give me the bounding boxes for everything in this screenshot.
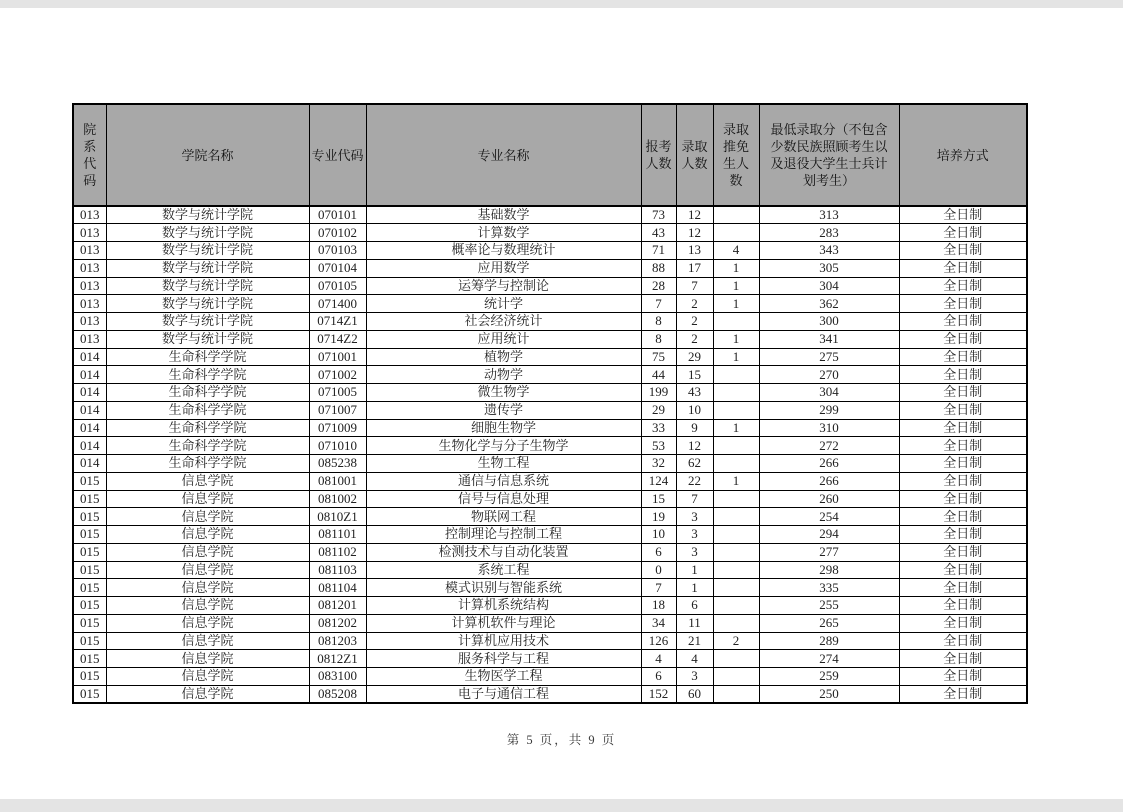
cell-applicants: 8 (641, 330, 676, 348)
cell-major: 生物化学与分子生物学 (366, 437, 641, 455)
table-row (73, 259, 1027, 277)
cell-min-score: 335 (759, 579, 899, 597)
table-row (73, 242, 1027, 260)
cell-college: 数学与统计学院 (106, 277, 309, 295)
cell-exempt: 1 (713, 419, 759, 437)
cell-college: 生命科学学院 (106, 384, 309, 402)
column-header-mode: 培养方式 (899, 104, 1027, 206)
table-row (73, 508, 1027, 526)
cell-major: 系统工程 (366, 561, 641, 579)
cell-major: 遗传学 (366, 401, 641, 419)
cell-min-score: 300 (759, 313, 899, 331)
cell-mode: 全日制 (899, 348, 1027, 366)
cell-major-code: 0714Z2 (309, 330, 366, 348)
viewer-top-margin (0, 0, 1123, 8)
cell-exempt (713, 597, 759, 615)
cell-dept-code: 015 (73, 614, 106, 632)
cell-mode: 全日制 (899, 614, 1027, 632)
cell-dept-code: 015 (73, 685, 106, 703)
cell-dept-code: 015 (73, 561, 106, 579)
cell-min-score: 250 (759, 685, 899, 703)
cell-mode: 全日制 (899, 668, 1027, 686)
cell-admitted: 1 (676, 561, 713, 579)
cell-exempt (713, 455, 759, 473)
cell-mode: 全日制 (899, 224, 1027, 242)
cell-min-score: 266 (759, 472, 899, 490)
cell-applicants: 88 (641, 259, 676, 277)
cell-admitted: 11 (676, 614, 713, 632)
cell-major-code: 071002 (309, 366, 366, 384)
cell-major: 计算机系统结构 (366, 597, 641, 615)
cell-applicants: 0 (641, 561, 676, 579)
cell-admitted: 21 (676, 632, 713, 650)
cell-college: 生命科学学院 (106, 437, 309, 455)
table-row (73, 277, 1027, 295)
cell-exempt (713, 366, 759, 384)
cell-dept-code: 015 (73, 597, 106, 615)
cell-applicants: 6 (641, 668, 676, 686)
cell-major: 检测技术与自动化装置 (366, 543, 641, 561)
cell-admitted: 2 (676, 313, 713, 331)
cell-major-code: 081103 (309, 561, 366, 579)
cell-major-code: 070105 (309, 277, 366, 295)
cell-exempt (713, 543, 759, 561)
table-row (73, 597, 1027, 615)
cell-admitted: 17 (676, 259, 713, 277)
cell-admitted: 12 (676, 437, 713, 455)
cell-admitted: 12 (676, 224, 713, 242)
cell-exempt (713, 313, 759, 331)
cell-exempt (713, 614, 759, 632)
cell-dept-code: 013 (73, 242, 106, 260)
cell-min-score: 283 (759, 224, 899, 242)
cell-admitted: 12 (676, 206, 713, 224)
cell-dept-code: 014 (73, 419, 106, 437)
table-row (73, 366, 1027, 384)
cell-admitted: 15 (676, 366, 713, 384)
cell-min-score: 270 (759, 366, 899, 384)
cell-exempt: 1 (713, 259, 759, 277)
cell-min-score: 289 (759, 632, 899, 650)
cell-applicants: 152 (641, 685, 676, 703)
table-row (73, 384, 1027, 402)
cell-major: 社会经济统计 (366, 313, 641, 331)
cell-admitted: 13 (676, 242, 713, 260)
cell-college: 数学与统计学院 (106, 206, 309, 224)
viewer-bottom-margin (0, 799, 1123, 812)
table-row (73, 650, 1027, 668)
cell-mode: 全日制 (899, 579, 1027, 597)
cell-mode: 全日制 (899, 259, 1027, 277)
cell-applicants: 7 (641, 579, 676, 597)
cell-major: 计算机软件与理论 (366, 614, 641, 632)
table-row (73, 401, 1027, 419)
cell-admitted: 9 (676, 419, 713, 437)
cell-min-score: 259 (759, 668, 899, 686)
cell-admitted: 10 (676, 401, 713, 419)
cell-exempt (713, 668, 759, 686)
cell-dept-code: 015 (73, 526, 106, 544)
cell-major: 生物医学工程 (366, 668, 641, 686)
cell-exempt: 1 (713, 295, 759, 313)
cell-mode: 全日制 (899, 455, 1027, 473)
cell-dept-code: 015 (73, 632, 106, 650)
cell-exempt (713, 384, 759, 402)
cell-admitted: 4 (676, 650, 713, 668)
cell-mode: 全日制 (899, 437, 1027, 455)
cell-min-score: 305 (759, 259, 899, 277)
cell-college: 数学与统计学院 (106, 295, 309, 313)
cell-min-score: 299 (759, 401, 899, 419)
cell-admitted: 62 (676, 455, 713, 473)
cell-major-code: 071001 (309, 348, 366, 366)
cell-admitted: 60 (676, 685, 713, 703)
table-row (73, 224, 1027, 242)
cell-mode: 全日制 (899, 543, 1027, 561)
table-row (73, 632, 1027, 650)
cell-college: 数学与统计学院 (106, 242, 309, 260)
cell-dept-code: 014 (73, 437, 106, 455)
cell-major-code: 0810Z1 (309, 508, 366, 526)
cell-major-code: 081104 (309, 579, 366, 597)
cell-mode: 全日制 (899, 490, 1027, 508)
cell-major-code: 0812Z1 (309, 650, 366, 668)
cell-min-score: 255 (759, 597, 899, 615)
cell-applicants: 73 (641, 206, 676, 224)
cell-admitted: 2 (676, 295, 713, 313)
cell-min-score: 341 (759, 330, 899, 348)
cell-mode: 全日制 (899, 597, 1027, 615)
cell-major-code: 083100 (309, 668, 366, 686)
table-body (73, 206, 1027, 703)
cell-min-score: 266 (759, 455, 899, 473)
cell-exempt (713, 561, 759, 579)
cell-major: 计算机应用技术 (366, 632, 641, 650)
cell-major: 基础数学 (366, 206, 641, 224)
cell-college: 信息学院 (106, 508, 309, 526)
cell-mode: 全日制 (899, 650, 1027, 668)
admissions-table (72, 103, 1028, 704)
page-number: 第 5 页，共 9 页 (506, 733, 617, 747)
column-header-major: 专业名称 (366, 104, 641, 206)
cell-mode: 全日制 (899, 295, 1027, 313)
table-row (73, 685, 1027, 703)
cell-dept-code: 014 (73, 455, 106, 473)
column-header-admitted: 录取人数 (676, 104, 713, 206)
cell-exempt: 2 (713, 632, 759, 650)
cell-mode: 全日制 (899, 384, 1027, 402)
cell-min-score: 313 (759, 206, 899, 224)
table-row (73, 490, 1027, 508)
cell-dept-code: 015 (73, 650, 106, 668)
cell-major: 物联网工程 (366, 508, 641, 526)
cell-mode: 全日制 (899, 330, 1027, 348)
cell-exempt (713, 526, 759, 544)
column-header-college: 学院名称 (106, 104, 309, 206)
cell-exempt (713, 650, 759, 668)
cell-admitted: 22 (676, 472, 713, 490)
cell-applicants: 29 (641, 401, 676, 419)
cell-major-code: 085238 (309, 455, 366, 473)
cell-mode: 全日制 (899, 472, 1027, 490)
cell-mode: 全日制 (899, 206, 1027, 224)
cell-mode: 全日制 (899, 366, 1027, 384)
table-row (73, 419, 1027, 437)
table-row (73, 313, 1027, 331)
column-header-exempt: 录取推免生人数 (713, 104, 759, 206)
cell-major-code: 070103 (309, 242, 366, 260)
cell-major: 动物学 (366, 366, 641, 384)
cell-college: 生命科学学院 (106, 348, 309, 366)
cell-applicants: 8 (641, 313, 676, 331)
cell-major-code: 070102 (309, 224, 366, 242)
cell-college: 信息学院 (106, 632, 309, 650)
cell-major: 微生物学 (366, 384, 641, 402)
cell-college: 生命科学学院 (106, 419, 309, 437)
cell-major-code: 081102 (309, 543, 366, 561)
cell-dept-code: 015 (73, 579, 106, 597)
cell-dept-code: 013 (73, 259, 106, 277)
cell-college: 信息学院 (106, 650, 309, 668)
cell-college: 信息学院 (106, 597, 309, 615)
cell-applicants: 53 (641, 437, 676, 455)
cell-admitted: 3 (676, 508, 713, 526)
cell-applicants: 4 (641, 650, 676, 668)
cell-min-score: 304 (759, 277, 899, 295)
column-header-major-code: 专业代码 (309, 104, 366, 206)
cell-applicants: 34 (641, 614, 676, 632)
cell-college: 数学与统计学院 (106, 313, 309, 331)
cell-dept-code: 015 (73, 508, 106, 526)
cell-college: 信息学院 (106, 579, 309, 597)
cell-admitted: 3 (676, 668, 713, 686)
cell-major-code: 0714Z1 (309, 313, 366, 331)
cell-applicants: 71 (641, 242, 676, 260)
cell-applicants: 7 (641, 295, 676, 313)
cell-dept-code: 013 (73, 330, 106, 348)
cell-applicants: 6 (641, 543, 676, 561)
cell-major: 电子与通信工程 (366, 685, 641, 703)
cell-dept-code: 014 (73, 366, 106, 384)
cell-applicants: 75 (641, 348, 676, 366)
cell-college: 信息学院 (106, 526, 309, 544)
table-row (73, 668, 1027, 686)
cell-college: 信息学院 (106, 490, 309, 508)
cell-dept-code: 013 (73, 224, 106, 242)
cell-major: 运筹学与控制论 (366, 277, 641, 295)
table-row (73, 472, 1027, 490)
cell-applicants: 43 (641, 224, 676, 242)
cell-applicants: 44 (641, 366, 676, 384)
cell-applicants: 10 (641, 526, 676, 544)
cell-college: 数学与统计学院 (106, 259, 309, 277)
cell-exempt (713, 508, 759, 526)
cell-applicants: 199 (641, 384, 676, 402)
cell-major: 概率论与数理统计 (366, 242, 641, 260)
cell-mode: 全日制 (899, 419, 1027, 437)
cell-admitted: 2 (676, 330, 713, 348)
cell-mode: 全日制 (899, 508, 1027, 526)
table-row (73, 543, 1027, 561)
table-row (73, 455, 1027, 473)
cell-dept-code: 014 (73, 401, 106, 419)
cell-mode: 全日制 (899, 632, 1027, 650)
cell-admitted: 43 (676, 384, 713, 402)
cell-applicants: 19 (641, 508, 676, 526)
cell-admitted: 7 (676, 277, 713, 295)
cell-major-code: 081101 (309, 526, 366, 544)
cell-applicants: 32 (641, 455, 676, 473)
cell-dept-code: 015 (73, 472, 106, 490)
cell-min-score: 260 (759, 490, 899, 508)
cell-min-score: 274 (759, 650, 899, 668)
table-row (73, 561, 1027, 579)
table-row (73, 330, 1027, 348)
cell-min-score: 343 (759, 242, 899, 260)
cell-min-score: 294 (759, 526, 899, 544)
cell-exempt (713, 224, 759, 242)
table-row (73, 614, 1027, 632)
cell-college: 信息学院 (106, 668, 309, 686)
cell-exempt (713, 490, 759, 508)
cell-applicants: 15 (641, 490, 676, 508)
cell-min-score: 304 (759, 384, 899, 402)
cell-major-code: 071010 (309, 437, 366, 455)
cell-exempt: 1 (713, 330, 759, 348)
cell-exempt (713, 206, 759, 224)
cell-dept-code: 013 (73, 295, 106, 313)
column-header-min-score: 最低录取分（不包含少数民族照顾考生以及退役大学生士兵计划考生） (759, 104, 899, 206)
cell-major: 细胞生物学 (366, 419, 641, 437)
cell-major: 应用数学 (366, 259, 641, 277)
cell-exempt: 1 (713, 277, 759, 295)
column-header-dept-code: 院系代码 (73, 104, 106, 206)
cell-college: 数学与统计学院 (106, 330, 309, 348)
cell-admitted: 1 (676, 579, 713, 597)
table-row (73, 295, 1027, 313)
cell-major: 生物工程 (366, 455, 641, 473)
cell-college: 生命科学学院 (106, 401, 309, 419)
table-header-row (73, 104, 1027, 206)
cell-dept-code: 013 (73, 206, 106, 224)
cell-exempt (713, 401, 759, 419)
cell-dept-code: 013 (73, 313, 106, 331)
cell-admitted: 3 (676, 543, 713, 561)
cell-major: 信号与信息处理 (366, 490, 641, 508)
cell-min-score: 277 (759, 543, 899, 561)
cell-exempt: 1 (713, 472, 759, 490)
cell-major-code: 071400 (309, 295, 366, 313)
cell-mode: 全日制 (899, 401, 1027, 419)
cell-mode: 全日制 (899, 313, 1027, 331)
cell-min-score: 275 (759, 348, 899, 366)
cell-min-score: 265 (759, 614, 899, 632)
cell-college: 信息学院 (106, 614, 309, 632)
cell-major-code: 081203 (309, 632, 366, 650)
cell-exempt (713, 437, 759, 455)
cell-college: 生命科学学院 (106, 455, 309, 473)
cell-applicants: 33 (641, 419, 676, 437)
cell-major: 模式识别与智能系统 (366, 579, 641, 597)
cell-major: 应用统计 (366, 330, 641, 348)
cell-dept-code: 013 (73, 277, 106, 295)
cell-major-code: 070101 (309, 206, 366, 224)
table-row (73, 526, 1027, 544)
cell-min-score: 362 (759, 295, 899, 313)
cell-mode: 全日制 (899, 526, 1027, 544)
cell-mode: 全日制 (899, 277, 1027, 295)
cell-dept-code: 015 (73, 543, 106, 561)
cell-major: 植物学 (366, 348, 641, 366)
cell-admitted: 3 (676, 526, 713, 544)
cell-exempt: 1 (713, 348, 759, 366)
cell-applicants: 28 (641, 277, 676, 295)
cell-applicants: 18 (641, 597, 676, 615)
cell-admitted: 7 (676, 490, 713, 508)
column-header-applicants: 报考人数 (641, 104, 676, 206)
cell-exempt (713, 579, 759, 597)
cell-applicants: 124 (641, 472, 676, 490)
cell-college: 生命科学学院 (106, 366, 309, 384)
cell-exempt (713, 685, 759, 703)
cell-dept-code: 014 (73, 384, 106, 402)
cell-major-code: 081002 (309, 490, 366, 508)
cell-college: 数学与统计学院 (106, 224, 309, 242)
cell-major: 服务科学与工程 (366, 650, 641, 668)
cell-major: 统计学 (366, 295, 641, 313)
cell-college: 信息学院 (106, 543, 309, 561)
cell-college: 信息学院 (106, 472, 309, 490)
cell-applicants: 126 (641, 632, 676, 650)
cell-major-code: 081202 (309, 614, 366, 632)
cell-major-code: 081201 (309, 597, 366, 615)
cell-min-score: 298 (759, 561, 899, 579)
cell-dept-code: 015 (73, 490, 106, 508)
cell-dept-code: 014 (73, 348, 106, 366)
cell-mode: 全日制 (899, 561, 1027, 579)
cell-major-code: 071005 (309, 384, 366, 402)
cell-major-code: 081001 (309, 472, 366, 490)
cell-major-code: 085208 (309, 685, 366, 703)
cell-mode: 全日制 (899, 242, 1027, 260)
table-row (73, 579, 1027, 597)
cell-min-score: 310 (759, 419, 899, 437)
cell-major: 控制理论与控制工程 (366, 526, 641, 544)
cell-min-score: 272 (759, 437, 899, 455)
cell-exempt: 4 (713, 242, 759, 260)
cell-admitted: 29 (676, 348, 713, 366)
cell-college: 信息学院 (106, 685, 309, 703)
cell-major: 计算数学 (366, 224, 641, 242)
cell-admitted: 6 (676, 597, 713, 615)
cell-college: 信息学院 (106, 561, 309, 579)
cell-mode: 全日制 (899, 685, 1027, 703)
cell-major-code: 070104 (309, 259, 366, 277)
cell-dept-code: 015 (73, 668, 106, 686)
cell-min-score: 254 (759, 508, 899, 526)
table-row (73, 437, 1027, 455)
table-row (73, 206, 1027, 224)
cell-major: 通信与信息系统 (366, 472, 641, 490)
cell-major-code: 071009 (309, 419, 366, 437)
cell-major-code: 071007 (309, 401, 366, 419)
table-row (73, 348, 1027, 366)
